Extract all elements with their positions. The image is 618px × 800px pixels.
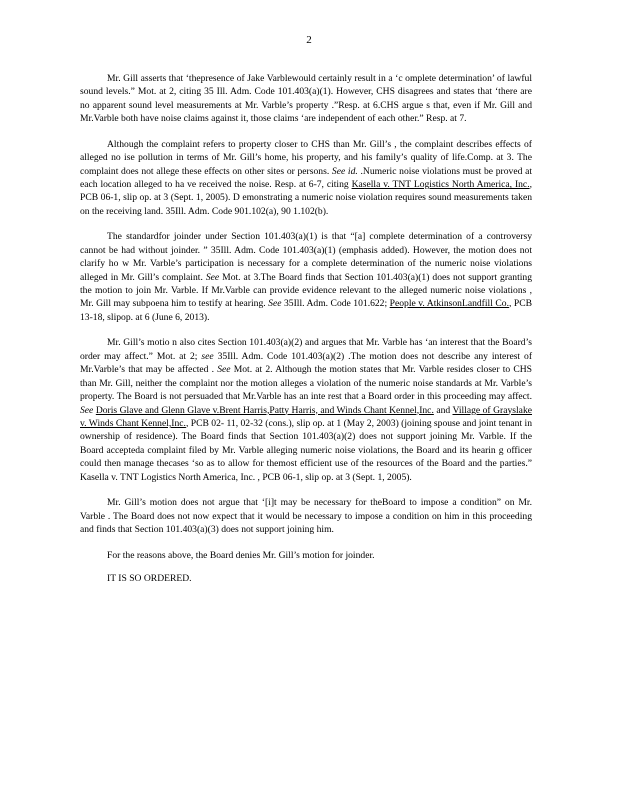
text-run: and: [436, 404, 451, 416]
paragraph-3: [80, 230, 532, 324]
paragraph-1: Mr. Gill asserts that ‘thepresence of Jake Varblewould certainly result in a ‘c omplete determination’ of lawful sound levels.” Mot. at 2, citing 35 Ill. Adm. Code 101.403(a)(1). However, CHS disagrees and states that ‘there are no apparent sound level measurements at Mr. Varble’s property .”Resp. at 6.CHS argue s that, even if Mr. Gill and Mr.Varble both have noise claims against it, those claims ‘are independent of each other.” Resp. at 7.: [80, 73, 532, 125]
text-run: Although the complaint refers to property closer to CHS than Mr. Gill’s , the complaint describes effects of alleged no ise pollution in terms of Mr. Gill’s home, his property, and his family’s quality of life.Comp. at 3. The complaint does not allege these effects on other sites or persons.: [80, 138, 532, 177]
text-run: , PCB 06-1, slip op. at 3 (Sept. 1, 2005). D emonstrating a numeric noise violation requires sound measurements taken on the receiving land. 35Ill. Adm. Code 901.102(a), 90 1.102(b).: [80, 179, 532, 217]
paragraph-6: For the reasons above, the Board denies Mr. Gill’s motion for joinder.: [107, 549, 375, 561]
citation-signal: see: [201, 350, 214, 362]
case-citation: Kasella v. TNT Logistics North America, Inc.: [351, 179, 530, 191]
citation-signal: See: [217, 364, 231, 376]
text-run: 35Ill. Adm. Code 101.622;: [284, 298, 388, 310]
text-run: 35Ill. Adm. Code 101.403(a)(2) .The motion does not describe any interest of Mr.Varble’s that may be affected .: [80, 350, 533, 376]
paragraph-4: [80, 336, 532, 483]
text-run: Mot. at 2. Although the motion states that Mr. Varble resides closer to CHS than Mr. Gill, neither the complaint nor the motion alleges a violation of the numeric noise standards at Mr. Varble’s property. The Board is not persuaded that Mr.Varble has an inte rest that a Board order in this proceeding may affect.: [80, 364, 532, 403]
paragraph-2: [80, 138, 532, 218]
document-body: [80, 72, 532, 585]
citation-signal: See: [268, 298, 282, 310]
text-run: Mot. at 3.The Board finds that Section 101.403(a)(1) does not support granting the motion to join Mr. Varble. If Mr.Varble can provide evidence relevant to the alleged numeric noise violations , Mr. Gill may subpoena him to testify at hearing.: [80, 271, 532, 310]
citation-signal: See: [205, 271, 220, 283]
text-run: Mr. Gill’s motio n also cites Section 101.403(a)(2) and argues that Mr. Varble has ‘an interest that the Board’s order may affect.” Mot. at 2;: [80, 337, 532, 362]
paragraph-5: Mr. Gill’s motion does not argue that ‘[i]t may be necessary for theBoard to impose a condition” on Mr. Varble . The Board does not now expect that it would be necessary to impose a condition on him in this proceeding and finds that Section 101.403(a)(3) does not support joining him.: [80, 497, 532, 535]
text-run: , PCB 13-18, slipop. at 6 (June 6, 2013).: [80, 298, 532, 323]
case-citation: People v. AtkinsonLandfill Co.: [389, 298, 509, 310]
closing-order: IT IS SO ORDERED.: [107, 572, 192, 584]
case-citation: Village of Grayslake v. Winds Chant Kennel,Inc.: [80, 404, 532, 429]
text-run: .Numeric noise violations must be proved at each location alleged to ha ve received the noise. Resp. at 6-7, citing: [80, 165, 532, 191]
case-citation: Doris Glave and Glenn Glave v.Brent Harris,Patty Harris, and Winds Chant Kennel,Inc.: [95, 404, 434, 416]
text-run: , PCB 02- 11, 02-32 (cons.), slip op. at 1 (May 2, 2003) (joining spouse and joint tenant in ownership of residence). The Board finds that Section 101.403(a)(2) does not support joining Mr. Varble. If the Board accepteda complaint filed by Mr. Varble alleging numeric noise violations, the Board and its hearin g officer could then manage thecases ‘so as to allow for themost efficient use of the resources of the Board and the parties.” Kasella v. TNT Logistics North America, Inc. , PCB 06-1, slip op. at 3 (Sept. 1, 2005).: [80, 417, 532, 483]
page-number: 2: [306, 34, 312, 46]
citation-signal: See id.: [331, 165, 358, 177]
citation-signal: See: [80, 404, 94, 416]
text-run: The standardfor joinder under Section 101.403(a)(1) is that “[a] complete determination of a controversy cannot be had without joinder. ” 35Ill. Adm. Code 101.403(a)(1) (emphasis added). However, the motion does not clarify ho w Mr. Varble’s participation is necessary for a complete determination of the numeric noise violations alleged in Mr. Gill’s complaint.: [80, 231, 532, 283]
